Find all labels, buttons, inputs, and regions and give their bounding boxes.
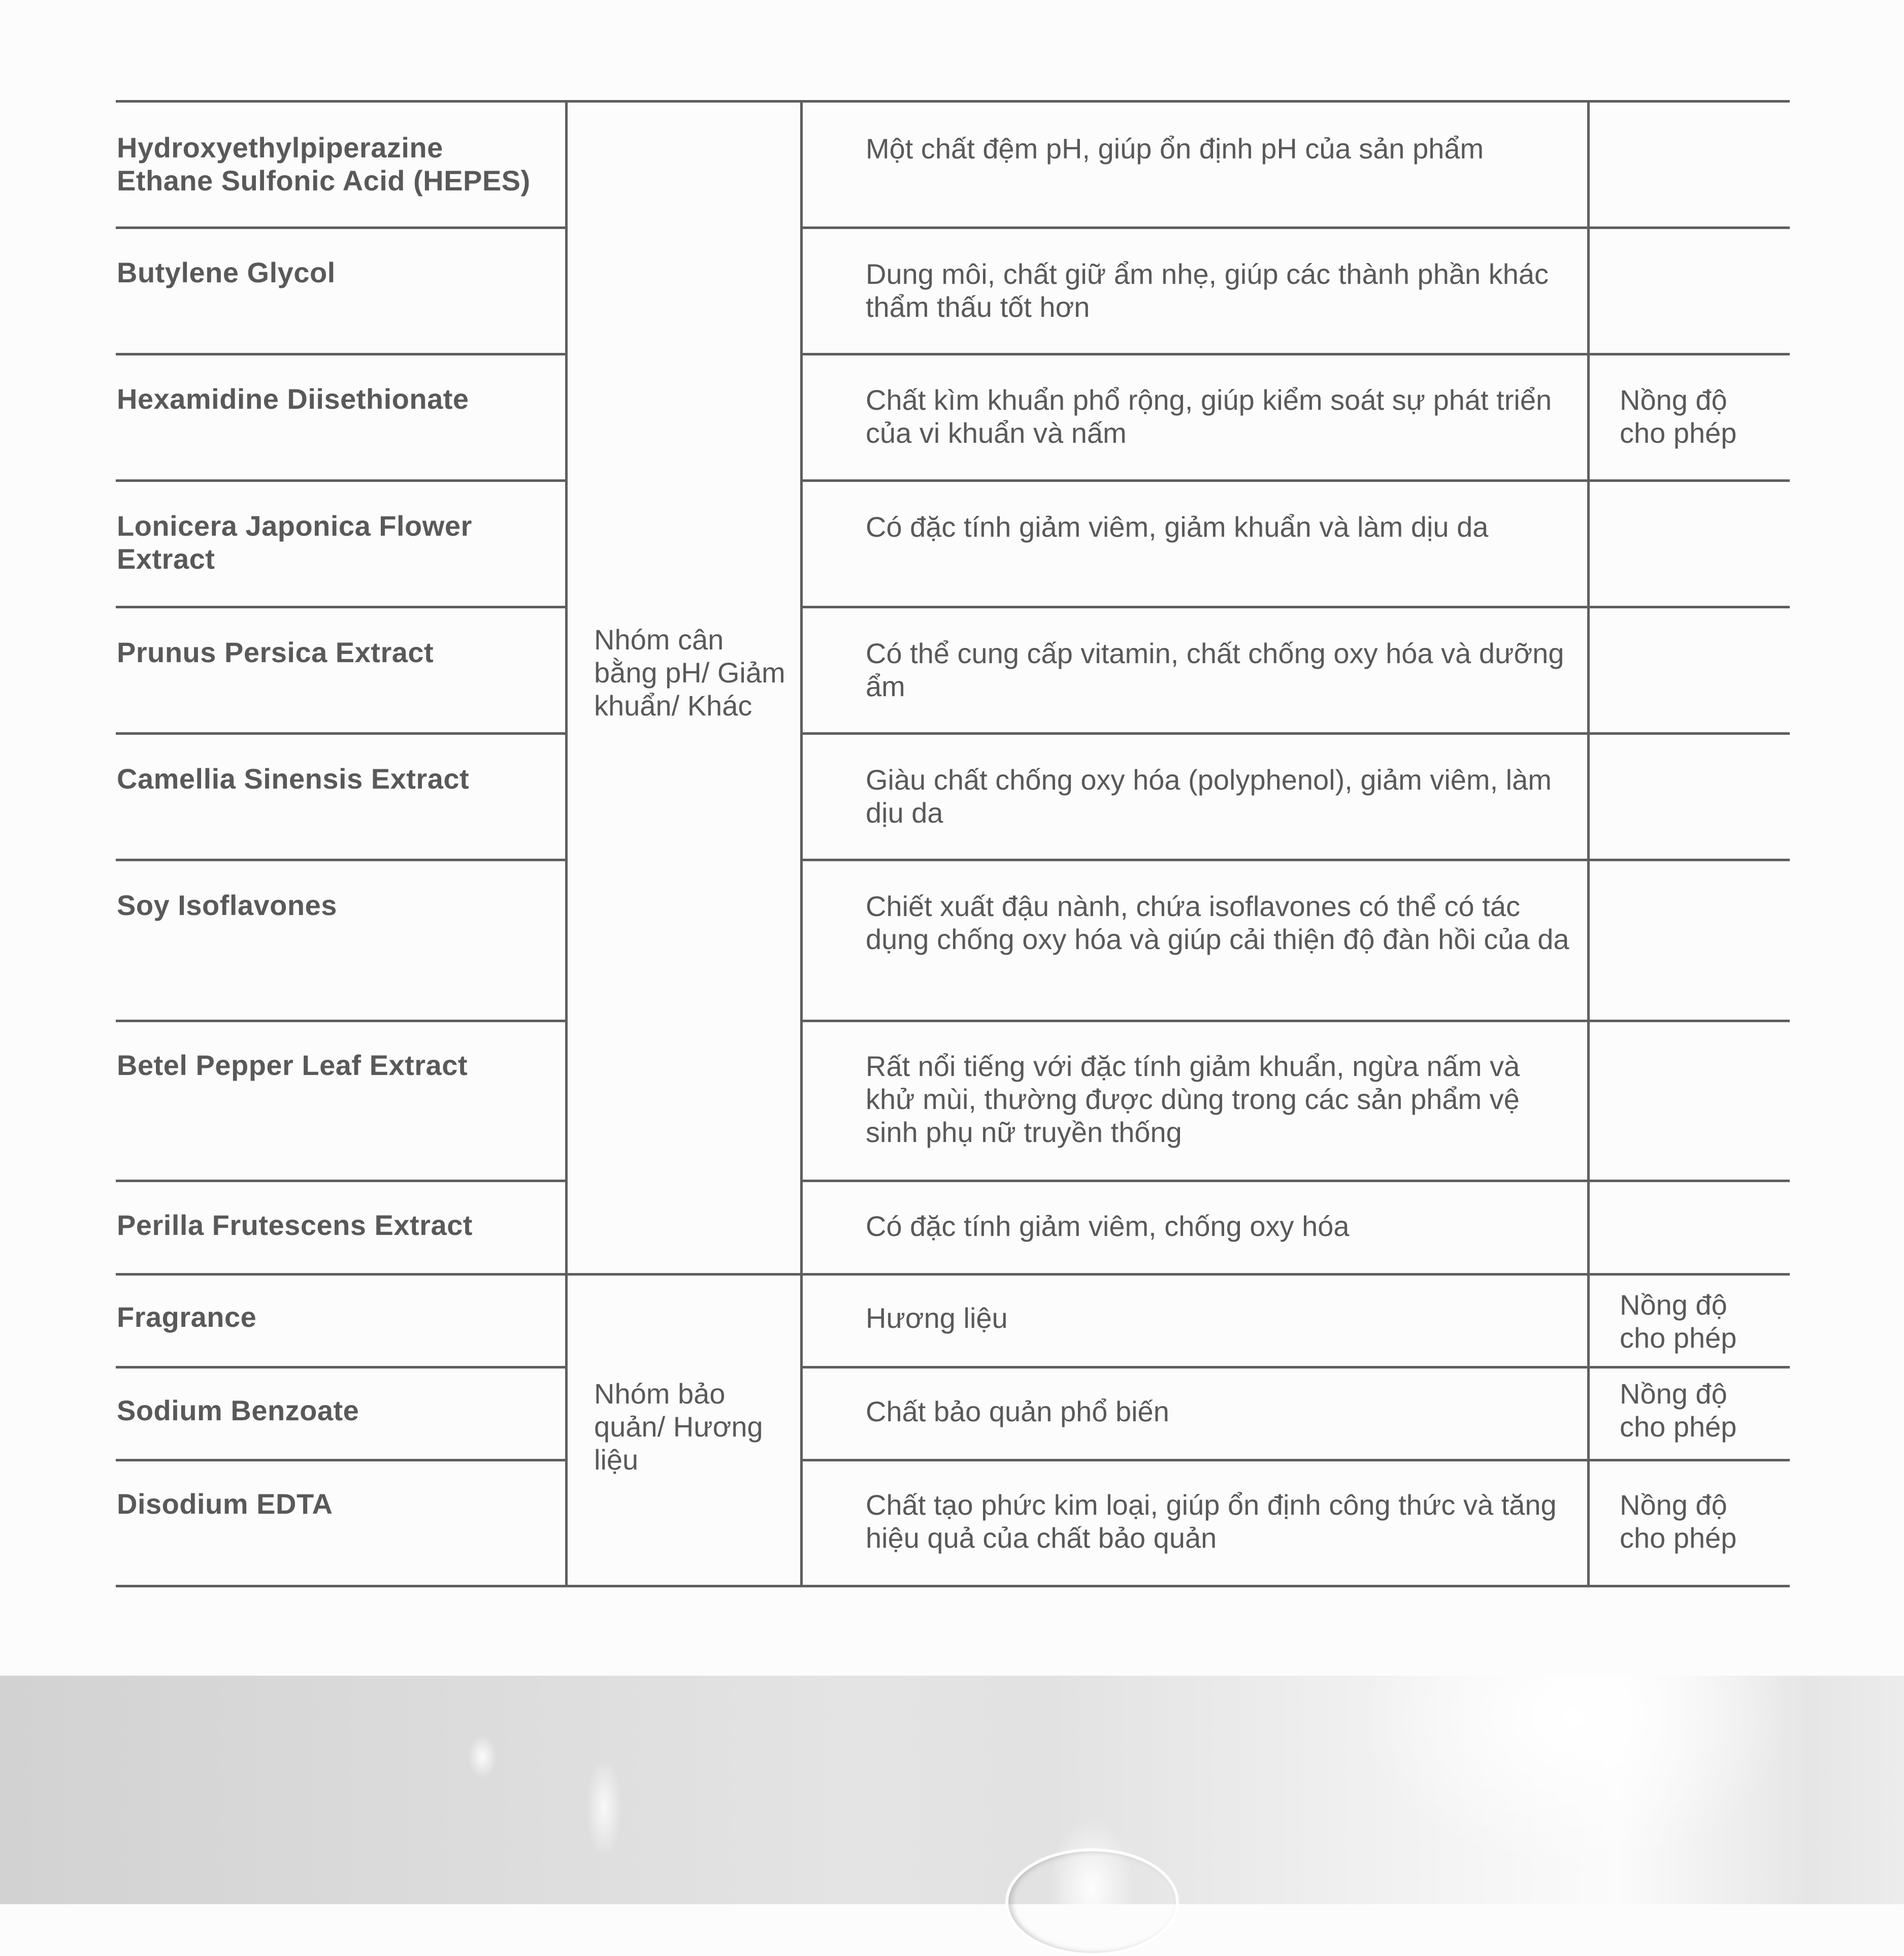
row-divider (116, 1366, 566, 1368)
ingredient-name: Hydroxyethylpiperazine Ethane Sulfonic Acid (HEPES) (117, 132, 531, 197)
row-divider (801, 1180, 1790, 1182)
row-divider (116, 1459, 566, 1461)
ingredient-name: Perilla Frutescens Extract (117, 1209, 473, 1241)
row-divider (116, 1180, 566, 1182)
ingredient-description: Chất tạo phức kim loại, giúp ổn định công thức và tăng hiệu quả của chất bảo quản (866, 1489, 1557, 1554)
row-divider (116, 1020, 566, 1022)
ingredient-description: Chất kìm khuẩn phổ rộng, giúp kiểm soát sự phát triển của vi khuẩn và nấm (866, 384, 1552, 449)
table-bottom-border (116, 1585, 1790, 1587)
group-label: Nhóm cân bằng pH/ Giảm khuẩn/ Khác (594, 624, 785, 722)
ingredient-description: Giàu chất chống oxy hóa (polyphenol), giảm viêm, làm dịu da (866, 764, 1552, 829)
row-divider (801, 1020, 1790, 1022)
row-divider (116, 606, 566, 608)
ingredient-description: Chiết xuất đậu nành, chứa isoflavones có thể có tác dụng chống oxy hóa và giúp cải thiện độ đàn hồi của da (866, 890, 1569, 955)
group-label: Nhóm bảo quản/ Hương liệu (594, 1378, 763, 1476)
ingredient-note: Nồng độ cho phép (1620, 1289, 1737, 1354)
ingredient-name: Fragrance (117, 1301, 257, 1333)
row-divider (801, 479, 1790, 482)
ingredient-note: Nồng độ cho phép (1620, 1378, 1737, 1443)
ingredient-name: Lonicera Japonica Flower Extract (117, 510, 472, 575)
group-divider (116, 1273, 1790, 1276)
ingredient-name: Soy Isoflavones (117, 889, 337, 921)
column-divider (565, 100, 568, 1587)
ingredient-name: Disodium EDTA (117, 1488, 333, 1520)
ingredient-description: Có đặc tính giảm viêm, giảm khuẩn và làm dịu da (866, 511, 1489, 543)
ingredient-description: Một chất đệm pH, giúp ổn định pH của sản phẩm (866, 133, 1484, 165)
row-divider (801, 859, 1790, 861)
ingredient-name: Butylene Glycol (117, 256, 336, 288)
row-divider (116, 353, 566, 355)
row-divider (801, 1366, 1790, 1368)
row-divider (116, 859, 566, 861)
row-divider (116, 732, 566, 735)
row-divider (801, 226, 1790, 229)
ingredient-name: Prunus Persica Extract (117, 636, 434, 668)
ingredient-name: Camellia Sinensis Extract (117, 763, 470, 795)
ingredient-description: Có đặc tính giảm viêm, chống oxy hóa (866, 1210, 1350, 1242)
ingredient-name: Sodium Benzoate (117, 1394, 359, 1426)
ingredient-description: Chất bảo quản phổ biến (866, 1395, 1169, 1427)
row-divider (801, 606, 1790, 608)
ingredient-name: Hexamidine Diisethionate (117, 383, 469, 415)
ingredient-note: Nồng độ cho phép (1620, 1489, 1737, 1554)
ingredient-description: Dung môi, chất giữ ẩm nhẹ, giúp các thành phần khác thẩm thấu tốt hơn (866, 258, 1549, 323)
ingredient-note: Nồng độ cho phép (1620, 384, 1737, 449)
row-divider (116, 479, 566, 482)
water-droplet-decoration (1005, 1848, 1179, 1956)
row-divider (801, 1459, 1790, 1461)
table-top-border (116, 100, 1790, 103)
ingredient-description: Rất nổi tiếng với đặc tính giảm khuẩn, ngừa nấm và khử mùi, thường được dùng trong các sản phẩm vệ sinh phụ nữ truyền thống (866, 1050, 1520, 1148)
ingredient-name: Betel Pepper Leaf Extract (117, 1049, 468, 1081)
column-divider (1587, 100, 1590, 1587)
row-divider (801, 353, 1790, 355)
column-divider (800, 100, 803, 1587)
row-divider (801, 732, 1790, 735)
row-divider (116, 226, 566, 229)
ingredient-description: Có thể cung cấp vitamin, chất chống oxy hóa và dưỡng ẩm (866, 637, 1564, 702)
ingredient-description: Hương liệu (866, 1302, 1008, 1334)
decorative-water-photo (0, 1676, 1904, 1904)
